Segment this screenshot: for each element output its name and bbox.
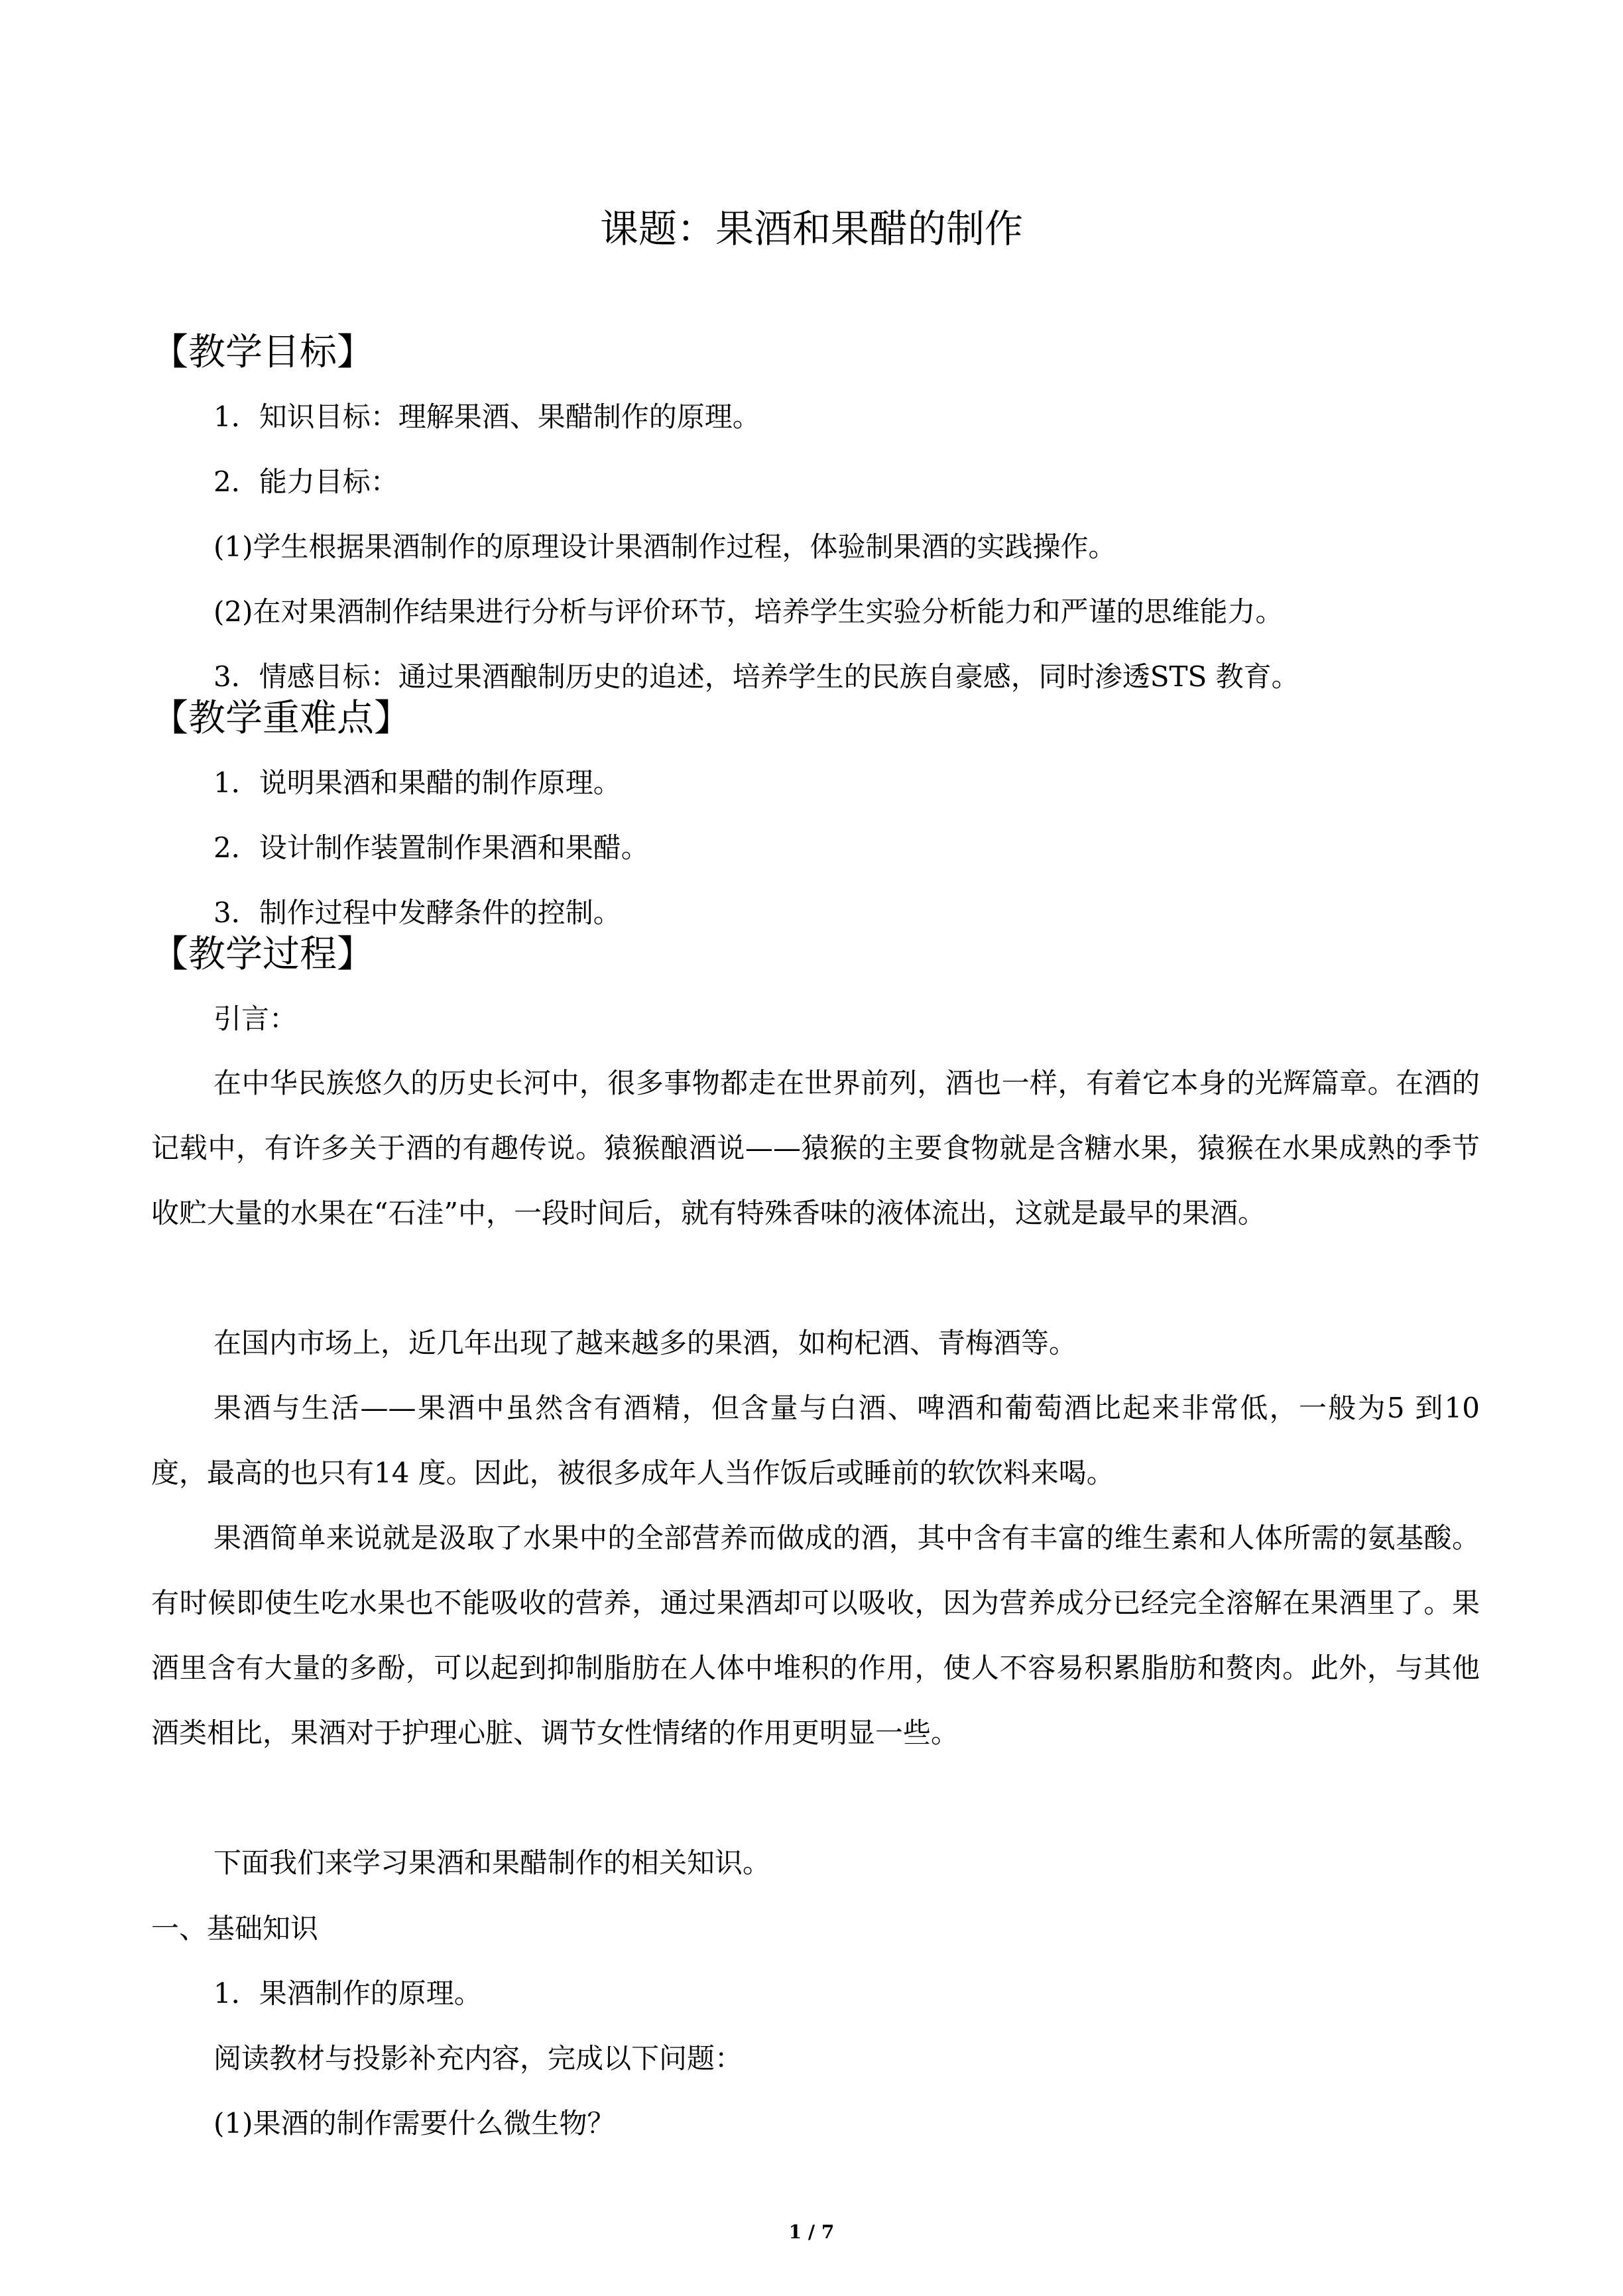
basics-item-1: 1．果酒制作的原理。 [213,1977,482,2010]
intro-paragraph-3: 果酒与生活——果酒中虽然含有酒精，但含量与白酒、啤酒和葡萄酒比起来非常低，一般为5 到10 度，最高的也只有14 度。因此，被很多成年人当作饭后或睡前的软饮料来喝。 [151,1392,1480,1489]
process-heading: 【教学过程】 [151,933,374,976]
goal-item-1: 1．知识目标：理解果酒、果醋制作的原理。 [213,400,760,433]
goal-item-2-2: (2)在对果酒制作结果进行分析与评价环节，培养学生实验分析能力和严谨的思维能力。 [213,595,1284,628]
page-title: 课题：果酒和果醋的制作 [599,206,1023,251]
goal-item-2-1: (1)学生根据果酒制作的原理设计果酒制作过程，体验制果酒的实践操作。 [213,530,1116,563]
goal-item-2: 2．能力目标： [213,465,398,498]
intro-paragraph-1: 在中华民族悠久的历史长河中，很多事物都走在世界前列，酒也一样，有着它本身的光辉篇章。在酒的记载中，有许多关于酒的有趣传说。猿猴酿酒说——猿猴的主要食物就是含糖水果，猿猴在水果成熟的季节收贮大量的水果在“石洼”中，一段时间后，就有特殊香味的液体流出，这就是最早的果酒。 [151,1067,1480,1229]
key-point-item-3: 3．制作过程中发酵条件的控制。 [213,896,621,929]
key-point-item-1: 1．说明果酒和果醋的制作原理。 [213,766,621,799]
intro-label: 引言： [213,1002,298,1035]
key-point-item-2: 2．设计制作装置制作果酒和果醋。 [213,831,649,864]
goals-heading: 【教学目标】 [151,331,374,374]
intro-paragraph-2: 在国内市场上，近几年出现了越来越多的果酒，如枸杞酒、青梅酒等。 [213,1327,1077,1359]
basics-item-2: 阅读教材与投影补充内容，完成以下问题： [213,2042,743,2075]
intro-paragraph-4: 果酒简单来说就是汲取了水果中的全部营养而做成的酒，其中含有丰富的维生素和人体所需的氨基酸。有时候即使生吃水果也不能吸收的营养，通过果酒却可以吸收，因为营养成分已经完全溶解在果酒里了。果酒里含有大量的多酚，可以起到抑制脂肪在人体中堆积的作用，使人不容易积累脂肪和赘肉。此外，与其他酒类相比，果酒对于护理心脏、调节女性情绪的作用更明显一些。 [151,1522,1480,1749]
basics-heading: 一、基础知识 [151,1912,319,1945]
goal-item-3: 3．情感目标：通过果酒酿制历史的追述，培养学生的民族自豪感，同时渗透STS 教育。 [213,660,1299,693]
key-points-heading: 【教学重难点】 [151,697,411,740]
intro-paragraph-5: 下面我们来学习果酒和果醋制作的相关知识。 [213,1846,771,1879]
page-number: 1 / 7 [788,2221,835,2243]
basics-item-3: (1)果酒的制作需要什么微生物？ [213,2107,615,2140]
